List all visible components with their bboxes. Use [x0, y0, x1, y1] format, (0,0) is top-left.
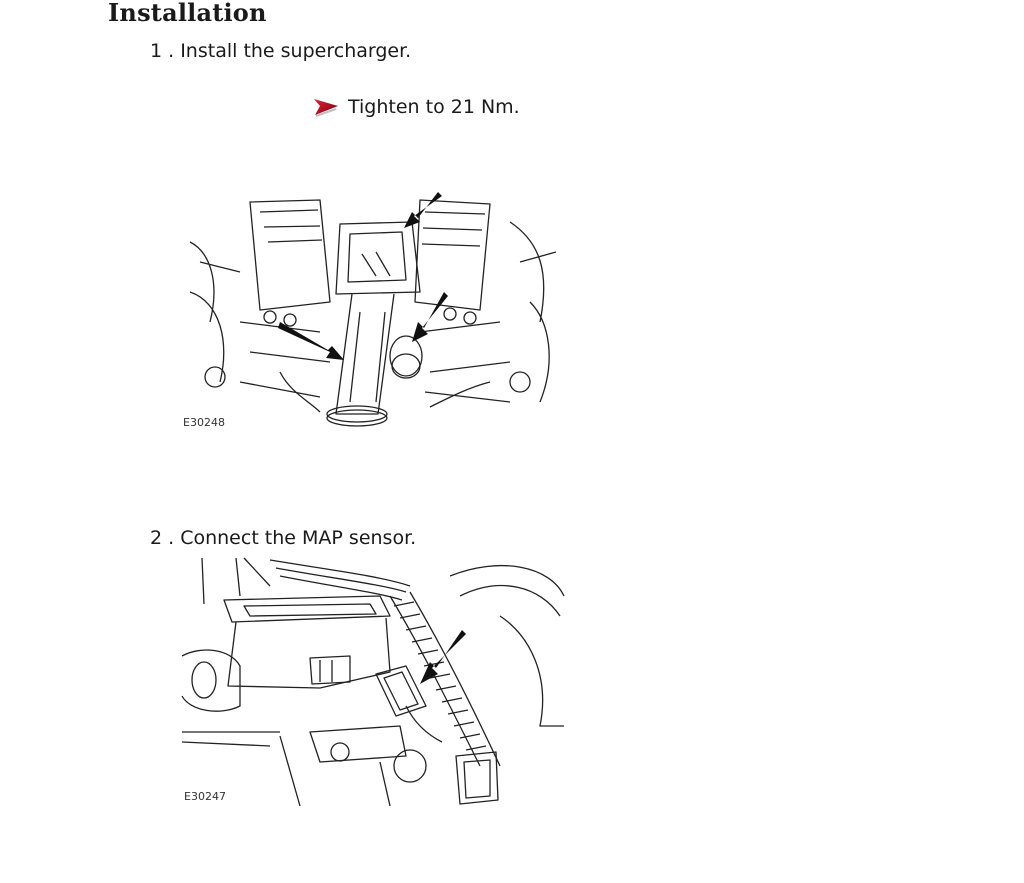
- section-heading: Installation: [108, 0, 267, 27]
- map-sensor-illustration: [180, 556, 566, 806]
- torque-arrow-icon: [312, 96, 340, 118]
- torque-text: Tighten to 21 Nm.: [348, 96, 520, 118]
- figure-code: E30248: [183, 416, 225, 429]
- supercharger-figure: [180, 182, 566, 432]
- step-2-text: 2 . Connect the MAP sensor.: [150, 527, 417, 549]
- torque-spec: [312, 96, 520, 118]
- figure-code: E30247: [184, 790, 226, 803]
- supercharger-illustration: [180, 182, 566, 432]
- map-sensor-figure: [180, 556, 566, 806]
- step-1-text: 1 . Install the supercharger.: [150, 40, 412, 62]
